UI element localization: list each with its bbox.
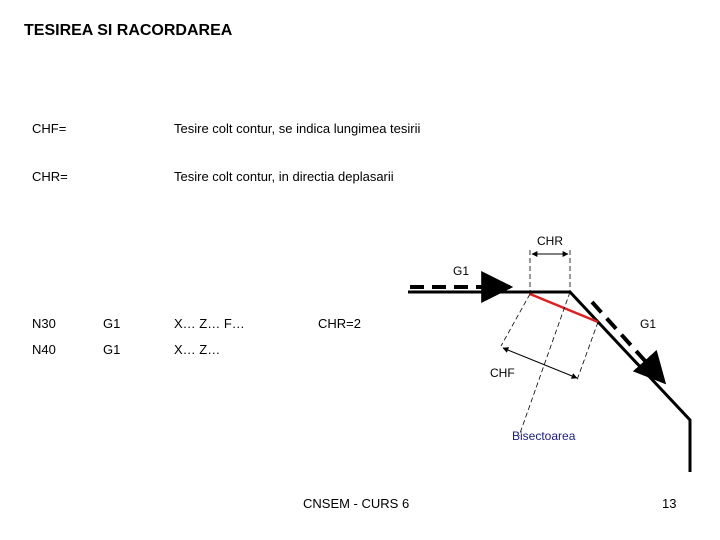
page-number: 13 xyxy=(662,496,677,511)
g1-right-label: G1 xyxy=(640,317,657,331)
chf-extension-right xyxy=(577,322,598,380)
chf-extension-left xyxy=(501,294,530,346)
block-n30-coords: X… Z… F… xyxy=(174,316,245,331)
page-title: TESIREA SI RACORDAREA xyxy=(24,22,233,39)
block-n40: N40 xyxy=(32,342,56,357)
block-n30: N30 xyxy=(32,316,56,331)
bisector-line xyxy=(519,292,570,436)
chf-label: CHF xyxy=(490,366,515,380)
block-n30-g: G1 xyxy=(103,316,121,331)
chr-label: CHR xyxy=(537,234,563,248)
block-n40-g: G1 xyxy=(103,342,121,357)
def-code-chr: CHR= xyxy=(32,169,68,184)
def-code-chf: CHF= xyxy=(32,121,67,136)
def-text-chf: Tesire colt contur, se indica lungimea tesirii xyxy=(174,121,421,136)
tool-path-arrow-right xyxy=(592,302,664,382)
footer-course: CNSEM - CURS 6 xyxy=(303,496,410,511)
bisector-label: Bisectoarea xyxy=(512,429,576,443)
def-text-chr: Tesire colt contur, in directia deplasarii xyxy=(174,169,394,184)
block-n30-chr: CHR=2 xyxy=(318,316,361,331)
block-n40-coords: X… Z… xyxy=(174,342,221,357)
g1-top-label: G1 xyxy=(453,264,470,278)
